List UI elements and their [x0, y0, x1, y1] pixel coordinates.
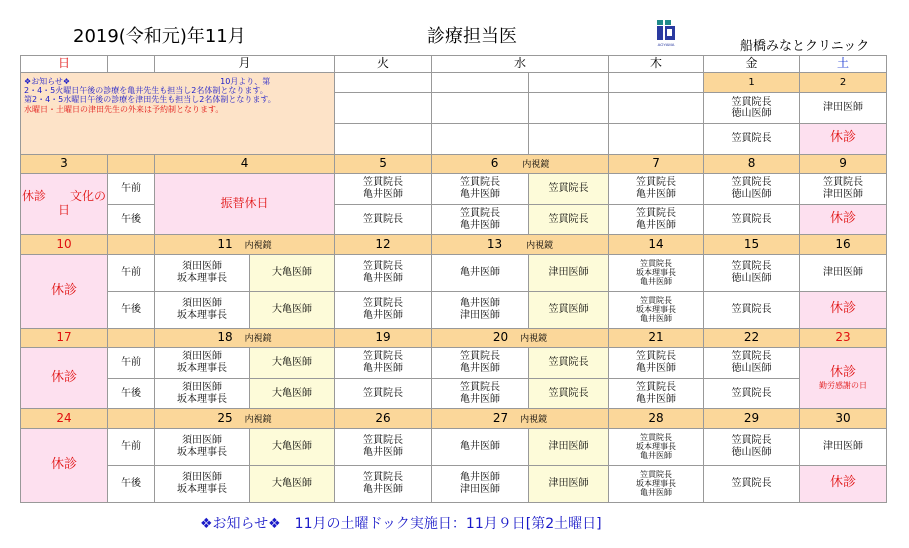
weekday-blank [108, 56, 155, 73]
cell: 笠貫院長 [704, 465, 800, 502]
cell: 大亀医師 [250, 254, 335, 291]
schedule-table [20, 55, 887, 503]
year-month-title: 2019(令和元)年11月 [73, 26, 246, 47]
cell: 笠貫院長 亀井医師 [609, 204, 704, 235]
cell: 笠貫院長 坂本理事長 亀井医師 [609, 291, 704, 328]
date-24: 24 [21, 409, 108, 428]
cell: 笠貫院長 坂本理事長 亀井医師 [609, 254, 704, 291]
cell: 笠貫院長 徳山医師 [704, 428, 800, 465]
closed-cell: 休診 [21, 347, 108, 409]
week3-pm-row [21, 291, 887, 328]
cell: 笠貫院長 [704, 291, 800, 328]
clinic-logo [643, 18, 688, 48]
week2-date-row [21, 154, 887, 173]
cell: 笠貫院長 徳山医師 [704, 93, 800, 124]
date-10: 10 [21, 235, 108, 254]
cell: 亀井医師 津田医師 [432, 291, 529, 328]
holiday-culture-day: 休診 文化の日 [21, 173, 108, 235]
cell: 須田医師 坂本理事長 [155, 378, 250, 409]
week5-pm-row [21, 465, 887, 502]
date-2: 2 [800, 72, 887, 92]
date-13: 13 内視鏡 [432, 235, 609, 254]
cell: 笠貫院長 [529, 378, 609, 409]
cell: 須田医師 坂本理事長 [155, 291, 250, 328]
closed-cell: 休診 [21, 428, 108, 502]
pm-label: 午後 [108, 465, 155, 502]
date-1: 1 [704, 72, 800, 92]
cell: 大亀医師 [250, 428, 335, 465]
cell: 笠貫院長 徳山医師 [704, 254, 800, 291]
closed-cell: 休診 [800, 123, 887, 154]
weekday-sun: 日 [21, 56, 108, 73]
cell: 須田医師 坂本理事長 [155, 347, 250, 378]
holiday-labor-thanksgiving: 休診 勤労感謝の日 [800, 347, 887, 409]
cell: 亀井医師 [432, 428, 529, 465]
date-22: 22 [704, 328, 800, 347]
date-3: 3 [21, 154, 108, 173]
week3-am-row [21, 254, 887, 291]
am-label: 午前 [108, 347, 155, 378]
weekday-wed: 水 [432, 56, 609, 73]
am-label: 午前 [108, 428, 155, 465]
week3-date-row [21, 235, 887, 254]
clinic-name: 船橋みなとクリニック [740, 39, 870, 54]
cell: 津田医師 [529, 465, 609, 502]
cell: 津田医師 [529, 428, 609, 465]
week4-pm-row [21, 378, 887, 409]
date-26: 26 [335, 409, 432, 428]
date-5: 5 [335, 154, 432, 173]
date-11: 11 内視鏡 [155, 235, 335, 254]
cell: 大亀医師 [250, 347, 335, 378]
closed-cell: 休診 [800, 204, 887, 235]
cell: 笠貫院長 亀井医師 [609, 173, 704, 204]
week2-pm-row [21, 204, 887, 235]
date-27: 27 内視鏡 [432, 409, 609, 428]
date-4: 4 [155, 154, 335, 173]
cell: 津田医師 [800, 428, 887, 465]
date-21: 21 [609, 328, 704, 347]
svg-text:AOYAMA: AOYAMA [657, 42, 675, 47]
weekday-header-row [21, 56, 887, 73]
page-header [0, 0, 909, 55]
date-8: 8 [704, 154, 800, 173]
cell: 笠貫院長 亀井医師 [335, 291, 432, 328]
cell: 須田医師 坂本理事長 [155, 465, 250, 502]
footer-notice: ❖お知らせ❖ 11月の土曜ドック実施日：11月９日[第2土曜日] [200, 516, 602, 532]
pm-label: 午後 [108, 204, 155, 235]
cell: 笠貫院長 [704, 378, 800, 409]
date-16: 16 [800, 235, 887, 254]
week5-am-row [21, 428, 887, 465]
cell: 笠貫院長 [704, 204, 800, 235]
cell: 笠貫院長 亀井医師 [335, 428, 432, 465]
cell: 津田医師 [800, 93, 887, 124]
cell: 笠貫院長 坂本理事長 亀井医師 [609, 428, 704, 465]
date-9: 9 [800, 154, 887, 173]
week4-am-row [21, 347, 887, 378]
pm-label: 午後 [108, 291, 155, 328]
cell: 笠貫院長 亀井医師 [609, 347, 704, 378]
cell: 笠貫院長 亀井医師 [609, 378, 704, 409]
date-29: 29 [704, 409, 800, 428]
cell: 笠貫院長 亀井医師 [335, 173, 432, 204]
weekday-tue: 火 [335, 56, 432, 73]
am-label: 午前 [108, 254, 155, 291]
date-23: 23 [800, 328, 887, 347]
cell: 笠貫院長 津田医師 [800, 173, 887, 204]
date-28: 28 [609, 409, 704, 428]
cell: 笠貫院長 [529, 173, 609, 204]
cell: 笠貫院長 亀井医師 [432, 173, 529, 204]
week2-am-row [21, 173, 887, 204]
cell: 津田医師 [529, 254, 609, 291]
date-30: 30 [800, 409, 887, 428]
cell: 笠貫院長 亀井医師 [432, 347, 529, 378]
cell: 笠貫院長 [704, 123, 800, 154]
date-7: 7 [609, 154, 704, 173]
cell: 亀井医師 [432, 254, 529, 291]
date-14: 14 [609, 235, 704, 254]
cell: 笠貫院長 亀井医師 [335, 347, 432, 378]
pm-label: 午後 [108, 378, 155, 409]
notice-box: ❖お知らせ❖ 10月より、第 2・4・5火曜日午後の診療を亀井先生も担当し2名体制となります。 第2・4・5水曜日午後の診療を津田先生も担当し2名体制となります。 水曜日・土曜日の津田先生の外来は予約制となります。 [21, 72, 335, 154]
cell: 笠貫院長 [335, 378, 432, 409]
cell: 大亀医師 [250, 291, 335, 328]
cell: 須田医師 坂本理事長 [155, 428, 250, 465]
cell: 亀井医師 津田医師 [432, 465, 529, 502]
cell: 笠貫院長 徳山医師 [704, 173, 800, 204]
weekday-mon: 月 [155, 56, 335, 73]
cell: 笠貫院長 [335, 204, 432, 235]
page-title: 診療担当医 [427, 26, 517, 47]
cell: 笠貫院長 [529, 204, 609, 235]
date-19: 19 [335, 328, 432, 347]
cell: 須田医師 坂本理事長 [155, 254, 250, 291]
cell: 笠貫院長 亀井医師 [335, 254, 432, 291]
cell: 笠貫院長 亀井医師 [432, 204, 529, 235]
cell: 大亀医師 [250, 465, 335, 502]
cell: 笠貫医師 [529, 291, 609, 328]
weekday-sat: 土 [800, 56, 887, 73]
cell: 大亀医師 [250, 378, 335, 409]
date-6: 6 内視鏡 [432, 154, 609, 173]
date-12: 12 [335, 235, 432, 254]
week4-date-row [21, 328, 887, 347]
cell: 笠貫院長 亀井医師 [432, 378, 529, 409]
closed-cell: 休診 [800, 291, 887, 328]
cell: 笠貫院長 坂本理事長 亀井医師 [609, 465, 704, 502]
date-25: 25 内視鏡 [155, 409, 335, 428]
week5-date-row [21, 409, 887, 428]
cell: 笠貫院長 徳山医師 [704, 347, 800, 378]
am-label: 午前 [108, 173, 155, 204]
cell: 笠貫院長 亀井医師 [335, 465, 432, 502]
closed-cell: 休診 [800, 465, 887, 502]
date-20: 20 内視鏡 [432, 328, 609, 347]
cell: 津田医師 [800, 254, 887, 291]
weekday-fri: 金 [704, 56, 800, 73]
holiday-substitute: 振替休日 [155, 173, 335, 235]
date-15: 15 [704, 235, 800, 254]
closed-cell: 休診 [21, 254, 108, 328]
date-17: 17 [21, 328, 108, 347]
date-18: 18 内視鏡 [155, 328, 335, 347]
week1-date-row [21, 72, 887, 92]
cell: 笠貫院長 [529, 347, 609, 378]
weekday-thu: 木 [609, 56, 704, 73]
